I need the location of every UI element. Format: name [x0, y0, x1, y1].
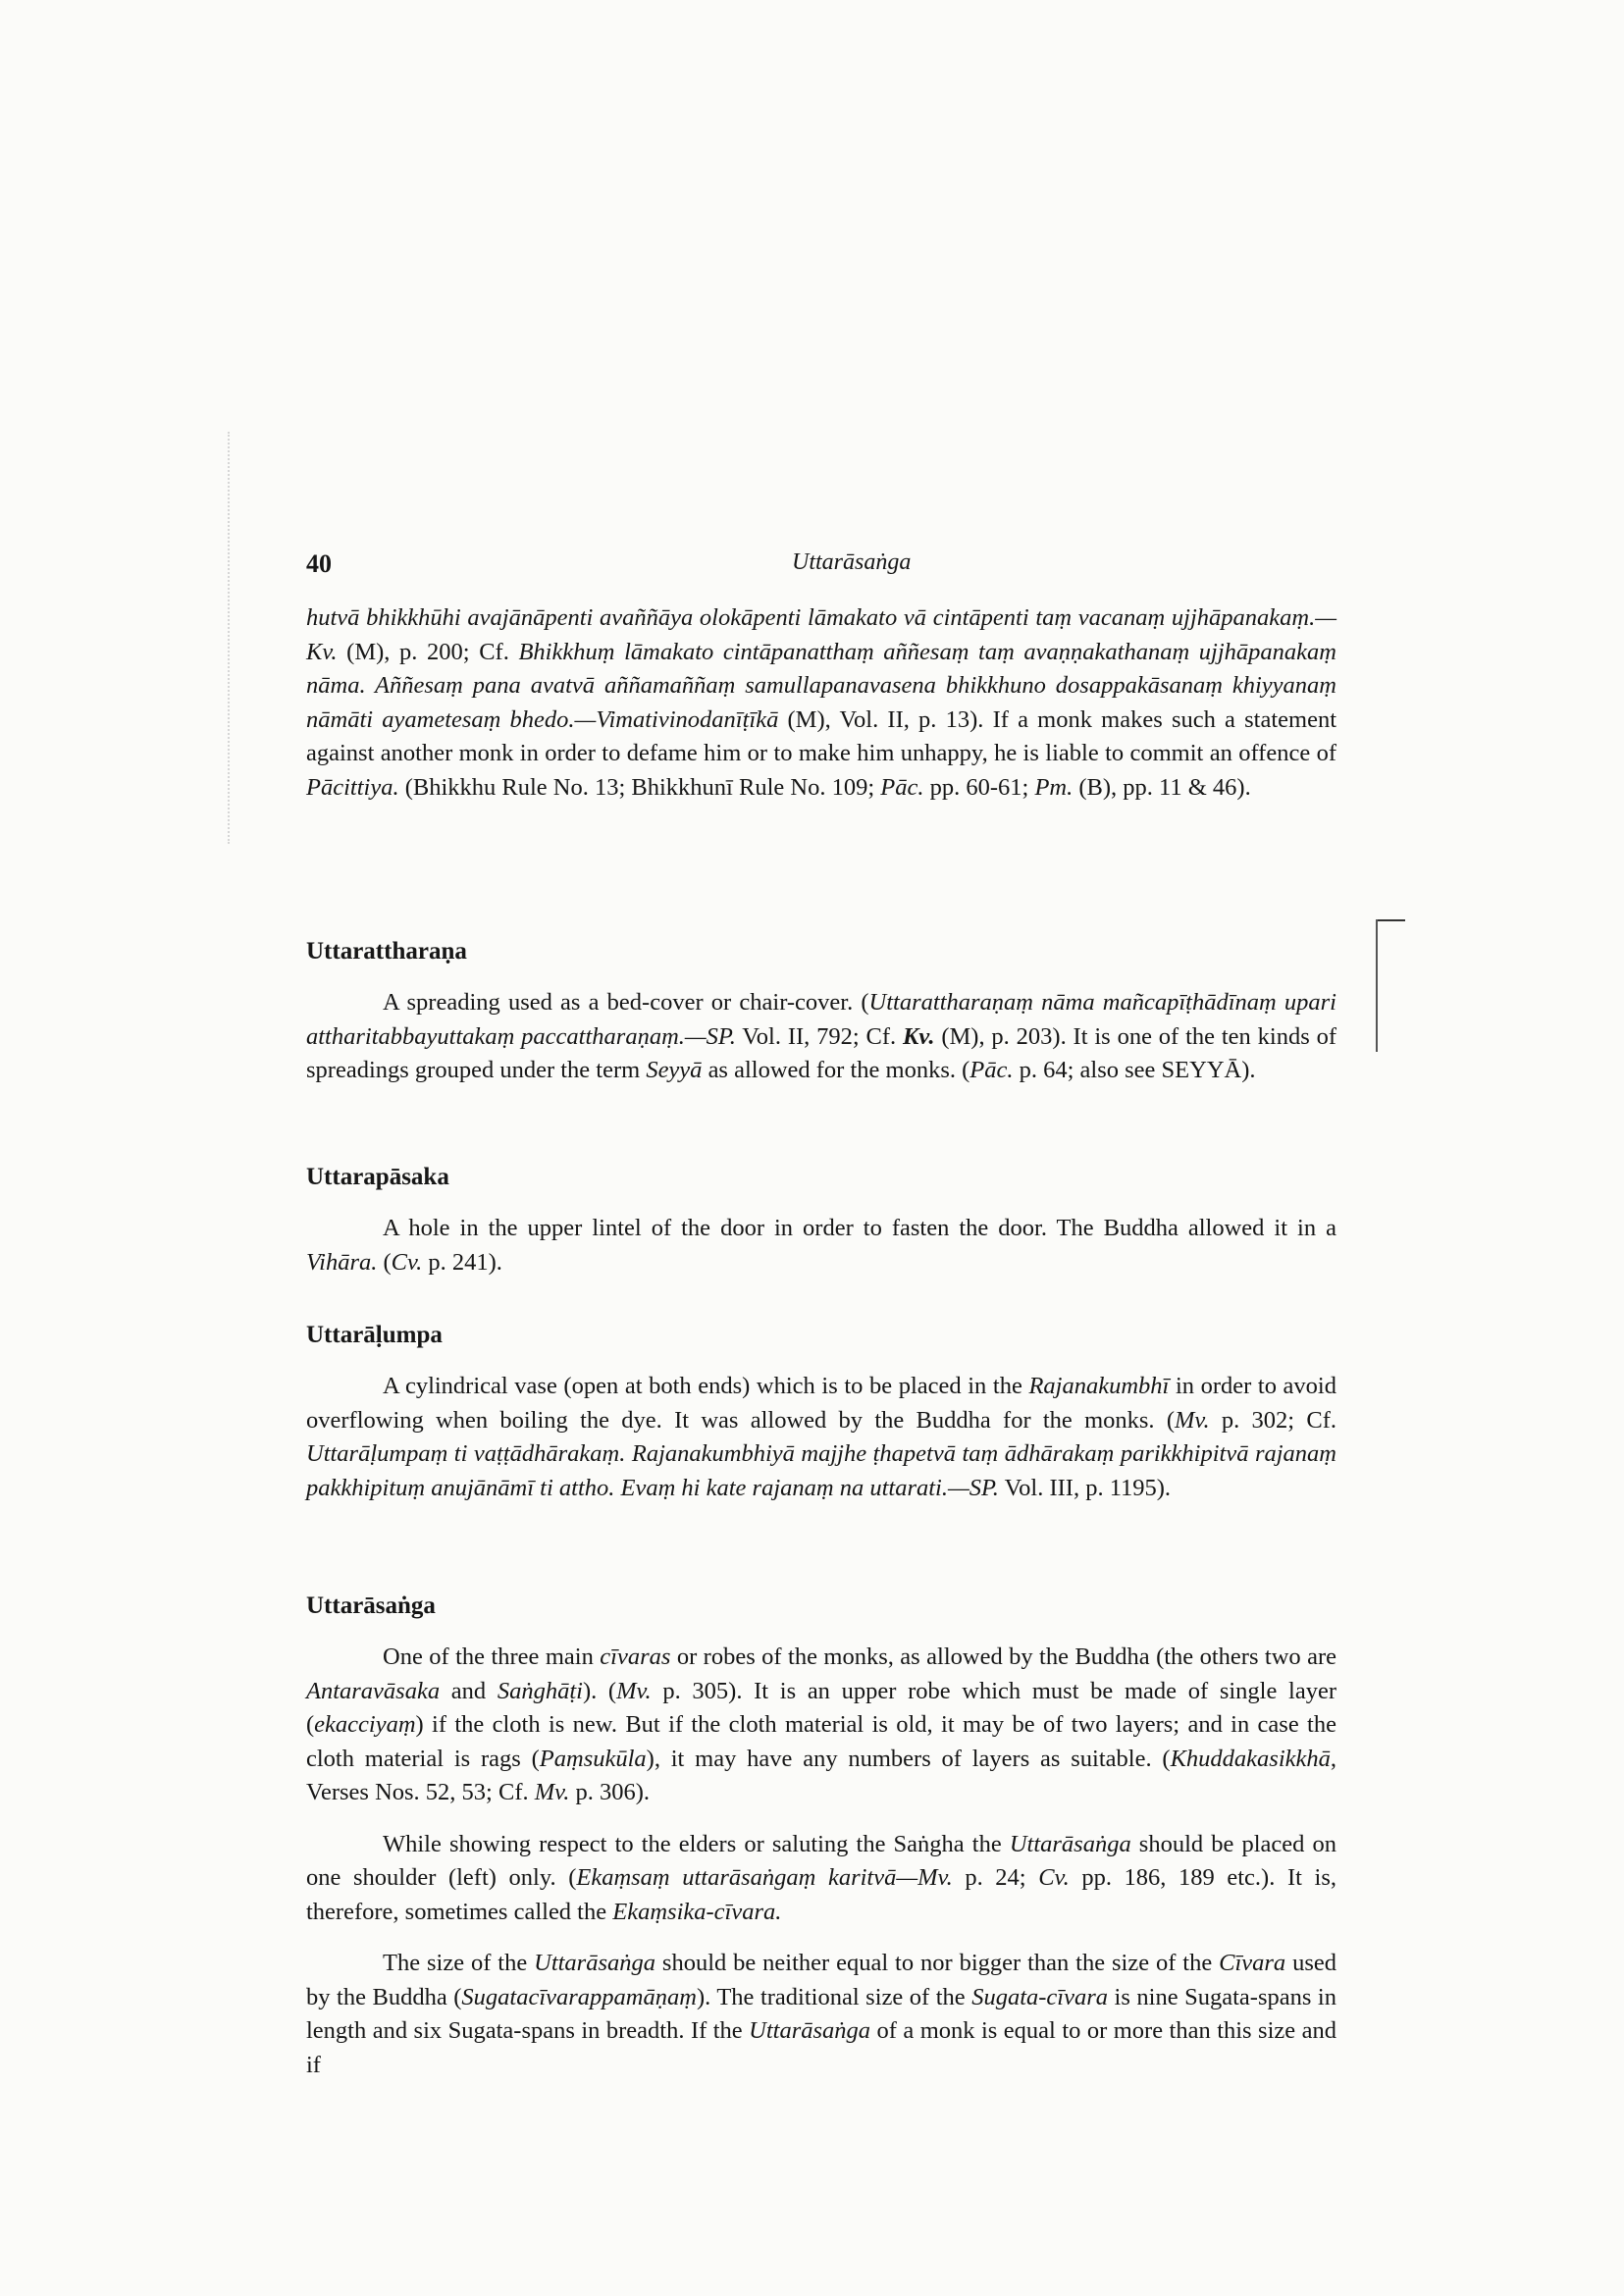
italic-run: hutvā bhikkhūhi avajānāpenti avaññāya olokāpenti lāmakato vā cintāpenti taṃ vacanaṃ ujjhāpanakaṃ.—Kv.: [306, 604, 1336, 665]
italic-run: Kv.: [903, 1022, 935, 1050]
margin-dotted-line: [228, 432, 230, 844]
text-run: While showing respect to the elders or saluting the Saṅgha the: [383, 1830, 1010, 1857]
italic-run: Seyyā: [646, 1057, 703, 1083]
text-run: and: [440, 1677, 498, 1704]
text-run: A spreading used as a bed-cover or chair-cover. (: [383, 989, 869, 1016]
italic-run: Mv.: [1175, 1406, 1210, 1434]
italic-run: Ekaṃsaṃ uttarāsaṅgaṃ karitvā—Mv.: [576, 1864, 953, 1891]
page-number: 40: [306, 549, 332, 578]
text-run: (Bhikkhu Rule No. 13; Bhikkhunī Rule No. 109;: [398, 773, 881, 801]
text-run: in order to avoid overflowing when boiling the dye. It was allowed by the Buddha for the monks. (: [306, 1373, 1336, 1434]
text-run: is nine Sugata-spans in length and six Sugata-spans in breadth. If the: [306, 1983, 1336, 2044]
italic-run: Uttarattharaṇaṃ nāma mañcapīṭhādīnaṃ upari attharitabbayuttakaṃ paccattharaṇaṃ.—SP.: [306, 989, 1336, 1050]
italic-run: Pācittiya.: [306, 773, 399, 801]
text-run: A cylindrical vase (open at both ends) which is to be placed in the: [383, 1373, 1029, 1399]
text-run: (M), Vol. II, p. 13). If a monk makes such a statement against another monk in order to defame him or to make him unhappy, he is liable to commit an offence of: [306, 705, 1337, 766]
text-run: pp. 186, 189 etc.). It is, therefore, sometimes called the: [306, 1864, 1336, 1925]
italic-run: Cīvara: [1219, 1950, 1286, 1976]
text-run: (B), pp. 11 & 46).: [1073, 773, 1251, 801]
text-run: p. 24;: [952, 1864, 1039, 1891]
italic-run: Mv.: [616, 1677, 652, 1704]
italic-run: Cv.: [1038, 1864, 1070, 1891]
continuation-paragraph: [306, 601, 1336, 805]
italic-run: cīvaras: [600, 1644, 671, 1670]
entry-uttarasanga: [306, 1590, 1336, 2082]
text-run: (M), p. 203). It is one of the ten kinds of spreadings grouped under the term: [306, 1022, 1336, 1083]
text-run: pp. 60-61;: [923, 773, 1035, 801]
text-run: of a monk is equal to or more than this size and if: [306, 2017, 1336, 2078]
text-run: p. 302; Cf.: [1209, 1406, 1336, 1434]
italic-run: Ekaṃsika-cīvara.: [612, 1898, 782, 1925]
text-run: ). The traditional size of the: [696, 1983, 972, 2010]
text-run: The size of the: [383, 1950, 535, 1976]
italic-run: Cv.: [391, 1248, 423, 1276]
italic-run: Vihāra.: [306, 1248, 378, 1276]
italic-run: Bhikkhuṃ lāmakato cintāpanatthaṃ aññesaṃ taṃ avaṇṇakathanaṃ ujjhāpanakaṃ nāma. Aññesaṃ pana avatvā aññamaññaṃ samullapanavasena bhikkhuno dosappakāsanaṃ khiyyanaṃ nāmāti ayametesaṃ bhedo.—Vimativinodanīṭīkā: [306, 638, 1336, 733]
entry-heading: Uttarapāsaka: [306, 1164, 449, 1190]
text-run: should be placed on one shoulder (left) only. (: [306, 1830, 1336, 1891]
entry-heading: Uttarāḷumpa: [306, 1322, 443, 1348]
text-run: as allowed for the monks. (: [702, 1057, 970, 1083]
entry-body: [306, 1641, 1336, 1810]
italic-run: Sugata-cīvara: [971, 1983, 1108, 2010]
italic-run: Pāc.: [969, 1057, 1014, 1083]
entry-heading: Uttarāsaṅga: [306, 1592, 436, 1619]
running-title: Uttarāsaṅga: [792, 549, 912, 575]
italic-run: Sugatacīvarappamāṇaṃ: [461, 1983, 697, 2010]
text-run: A hole in the upper lintel of the door in order to fasten the door. The Buddha allowed it in a: [383, 1215, 1336, 1241]
text-run: or robes of the monks, as allowed by the Buddha (the others two are: [670, 1644, 1336, 1670]
text-run: p. 305). It is an upper robe which must be made of single layer (: [306, 1677, 1336, 1738]
italic-run: ekacciyaṃ: [314, 1711, 416, 1738]
italic-run: Uttarāsaṅga: [749, 2017, 871, 2044]
text-run: p. 306).: [569, 1779, 651, 1805]
text-run: (: [377, 1248, 392, 1276]
entry-heading: Uttarattharaṇa: [306, 938, 467, 965]
entry-uttaralumpa: [306, 1319, 1336, 1505]
italic-run: Pm.: [1034, 773, 1074, 801]
entry-body: [306, 1947, 1336, 2082]
text-run: ). (: [582, 1677, 617, 1704]
italic-run: Khuddakasikkhā: [1170, 1745, 1331, 1772]
italic-run: Paṃsukūla: [539, 1745, 647, 1772]
text-run: Vol. II, 792; Cf.: [735, 1022, 904, 1050]
page-fold-mark: [1376, 919, 1405, 1052]
entry-body: [306, 1828, 1336, 1930]
text-run: (M), p. 200; Cf.: [337, 638, 519, 665]
entry-body: [306, 1370, 1336, 1505]
italic-run: Mv.: [534, 1779, 570, 1805]
text-run: p. 241).: [422, 1248, 502, 1276]
italic-run: Uttarāsaṅga: [1009, 1830, 1131, 1857]
entry-uttarattharana: [306, 935, 1336, 1088]
continuation-block: [306, 601, 1336, 805]
text-run: Vol. III, p. 1195).: [998, 1474, 1172, 1501]
entry-body: [306, 1212, 1336, 1279]
italic-run: Uttarāsaṅga: [534, 1950, 656, 1976]
text-run: One of the three main: [383, 1644, 601, 1670]
entry-uttarapasaka: [306, 1161, 1336, 1279]
italic-run: Rajanakumbhī: [1028, 1373, 1170, 1399]
text-run: should be neither equal to nor bigger than the size of the: [655, 1950, 1220, 1976]
text-run: ), it may have any numbers of layers as suitable. (: [646, 1745, 1171, 1772]
italic-run: Saṅghāṭi: [497, 1677, 583, 1704]
text-run: used by the Buddha (: [306, 1950, 1336, 2010]
italic-run: Antaravāsaka: [306, 1677, 441, 1704]
text-run: p. 64; also see SEYYĀ).: [1013, 1057, 1256, 1083]
italic-run: Uttarāḷumpaṃ ti vaṭṭādhārakaṃ. Rajanakumbhiyā majjhe ṭhapetvā taṃ ādhārakaṃ parikkhipitvā rajanaṃ pakkhipituṃ anujānāmī ti attho. Evaṃ hi kate rajanaṃ na uttarati.—SP.: [306, 1440, 1336, 1501]
italic-run: Pāc.: [880, 773, 924, 801]
entry-body: [306, 986, 1336, 1088]
page-header: [306, 549, 1336, 589]
text-run: , Verses Nos. 52, 53; Cf.: [306, 1745, 1336, 1805]
text-run: ) if the cloth is new. But if the cloth material is old, it may be of two layers; and in case the cloth material is rags (: [306, 1711, 1336, 1772]
